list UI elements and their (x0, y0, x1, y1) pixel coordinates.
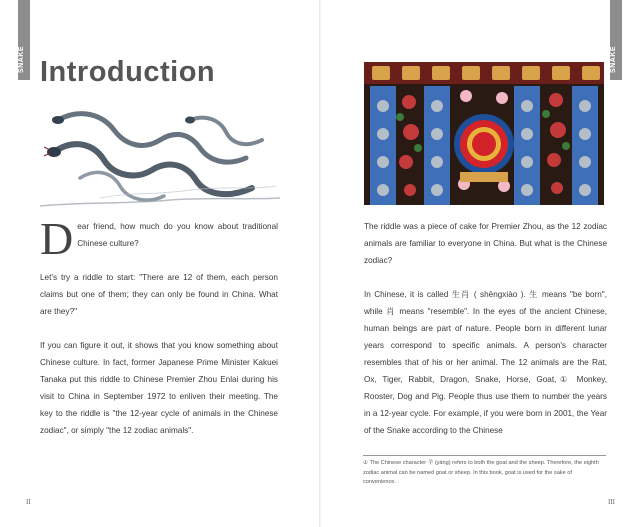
decorative-zodiac-panel-photo (364, 62, 604, 205)
paragraph-text: ear friend, how much do you know about traditional Chinese culture? (77, 222, 278, 248)
page-number: III (608, 498, 615, 506)
paragraph: If you can figure it out, it shows that you know something about Chinese culture. In fact, former Japanese Prime Minister Kakuei Tanaka put this riddle to Chinese Premier Zhou Enlai during his visit to China in September 1972 to enliven their meeting. The key to the riddle is "the 12-year cycle of animals in the Chinese zodiac", or simply "the 12 zodiac animals". (40, 341, 278, 435)
paragraph: The riddle was a piece of cake for Premier Zhou, as the 12 zodiac animals are familiar to everyone in China. But what is the Chinese zodiac? (364, 222, 607, 265)
right-page (321, 0, 640, 527)
right-body-text (364, 218, 607, 456)
footnote-divider (363, 455, 606, 456)
paragraph: In Chinese, it is called 生肖 ( shēngxiào ). 生 means "be born", while 肖 means "resemble". In the eyes of the ancient Chinese, human beings are part of nature. People born in different lunar years correspond to specific animals. A person's character resembles that of his or her animal. The 12 animals are the Rat, Ox, Tiger, Rabbit, Dragon, Snake, Horse, Goat,① Monkey, Rooster, Dog and Pig. People thus use them to number the years in a 12-year cycle. For example, if you were born in 2001, the Year of the Snake according to the Chinese (364, 290, 607, 435)
left-body-text (40, 213, 278, 456)
page-number: II (26, 498, 31, 506)
chapter-tab-label: SNAKE (18, 46, 25, 74)
ink-snakes-illustration (40, 100, 280, 212)
page-title: Introduction (40, 56, 216, 88)
paragraph: Let's try a riddle to start: "There are 12 of them, each person claims but one of them; they can only be found in China. What are they?" (40, 273, 278, 316)
chapter-tab-left (18, 0, 30, 80)
footnote: ① The Chinese character 羊 (yáng) refers to both the goat and the sheep. Therefore, the eighth zodiac animal can be named goat or sheep. In this book, goat is used for the sake of convenience. (363, 460, 599, 486)
chapter-tab-right (610, 0, 622, 80)
drop-cap: D (40, 213, 74, 264)
paragraph (40, 213, 278, 264)
chapter-tab-label: SNAKE (610, 46, 617, 74)
left-page (0, 0, 319, 527)
